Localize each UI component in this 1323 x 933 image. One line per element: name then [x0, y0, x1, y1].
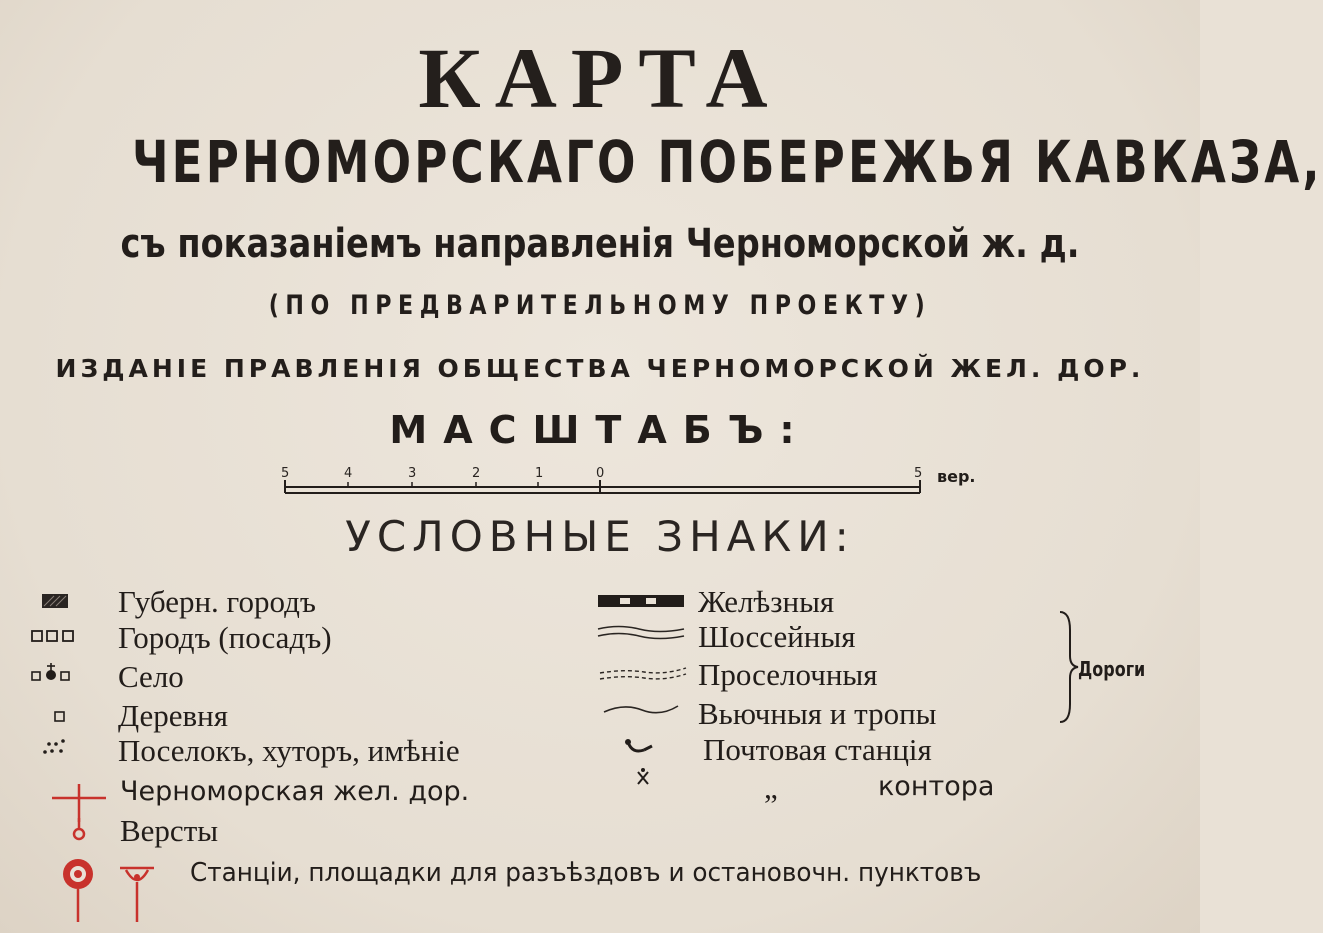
legend-ditto-mark: „ [764, 770, 778, 805]
black-sea-railway-symbol [52, 784, 106, 822]
settlement-symbols [36, 586, 116, 756]
verst-marker-symbol [74, 818, 84, 839]
legend-label-country-road: Проселочныя [698, 657, 878, 692]
legend-label-versts: Версты [120, 813, 219, 848]
legend-label-postal-station: Почтовая станція [703, 732, 932, 767]
country-road-symbol [600, 668, 686, 679]
hamlet-symbol [55, 712, 64, 721]
highway-symbol [598, 627, 684, 639]
legend-title: УСЛОВНЫЕ ЗНАКИ: [345, 512, 855, 561]
roads-brace [1056, 610, 1080, 725]
village-with-church-symbol [32, 663, 69, 680]
legend-label-hamlet: Деревня [118, 698, 229, 733]
scale-tick-2: 2 [472, 466, 481, 481]
map-title: КАРТА [418, 30, 782, 126]
scale-unit: вер. [937, 467, 976, 486]
legend-label-gubernia-city: Губерн. городъ [118, 584, 316, 619]
legend-label-black-sea-railway: Черноморская жел. дор. [120, 776, 470, 807]
scale-tick-5-right: 5 [914, 466, 923, 481]
legend-label-railway: Желѣзныя [698, 584, 835, 619]
station-platform-symbol [120, 868, 154, 922]
legend-label-postal-office: контора [878, 771, 995, 802]
scale-tick-4: 4 [344, 466, 353, 481]
scale-bar [280, 462, 1000, 502]
road-symbols [594, 586, 694, 786]
project-note: (ПО ПРЕДВАРИТЕЛЬНОМУ ПРОЕКТУ) [268, 290, 932, 321]
scale-bar-graphic [280, 462, 1000, 502]
station-circle-symbol [63, 859, 93, 922]
roads-group-label: Дороги [1078, 657, 1146, 681]
scale-tick-1: 1 [535, 466, 544, 481]
pack-trail-symbol [604, 706, 678, 713]
map-showing-line: съ показаніемъ направленія Черноморской ж. д. [120, 221, 1080, 267]
scale-tick-5: 5 [281, 466, 290, 481]
station-symbols [54, 852, 164, 927]
scale-tick-3: 3 [408, 466, 417, 481]
post-horn-symbol [625, 739, 652, 751]
town-symbol [32, 631, 73, 641]
publisher-line: ИЗДАНІЕ ПРАВЛЕНІЯ ОБЩЕСТВА ЧЕРНОМОРСКОЙ ЖЕЛ. ДОР. [55, 354, 1145, 383]
legend-label-town: Городъ (посадъ) [118, 620, 332, 655]
railway-symbol [598, 595, 684, 607]
legend-label-stations: Станціи, площадки для разъѣздовъ и остановочн. пунктовъ [190, 858, 982, 888]
scale-title: МАСШТАБЪ: [389, 408, 811, 452]
map-subtitle: ЧЕРНОМОРСКАГО ПОБЕРЕЖЬЯ КАВКАЗА, [132, 128, 1323, 196]
legend-label-highway: Шоссейныя [698, 619, 856, 654]
settlement-dots-symbol [43, 739, 65, 754]
legend-label-settlement: Поселокъ, хуторъ, имѣніе [118, 733, 460, 768]
legend-label-village: Село [118, 659, 184, 694]
post-office-symbol [638, 768, 648, 784]
gubernia-city-symbol [42, 594, 68, 608]
scale-tick-0: 0 [596, 466, 605, 481]
legend-label-pack-trail: Вьючныя и тропы [698, 696, 937, 731]
